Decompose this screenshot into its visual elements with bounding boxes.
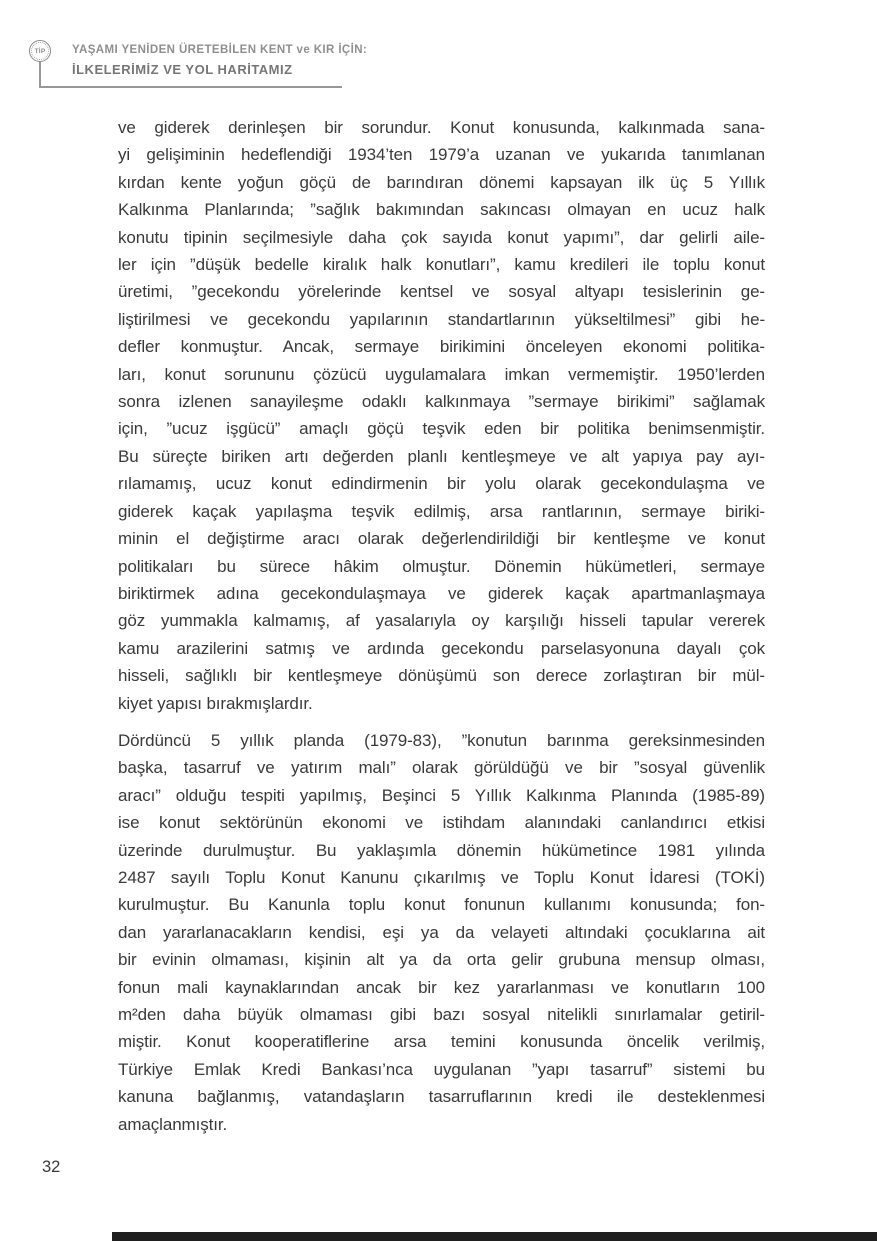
text-line: yi gelişiminin hedeflendiği 1934’ten 1979’a uzanan ve yukarıda tanımlanan: [118, 145, 765, 165]
logo-text: TİP: [34, 47, 46, 55]
text-line: politikaları bu sürece hâkim olmuştur. Dönemin hükümetleri, sermaye: [118, 556, 765, 576]
text-line: üzerinde durulmuştur. Bu yaklaşımla dönemin hükümetince 1981 yılında: [118, 840, 765, 860]
tip-party-logo: [29, 40, 51, 62]
text-line: başka, tasarruf ve yatırım malı” olarak görüldüğü ve bir ”sosyal güvenlik: [118, 758, 765, 778]
text-line: Türkiye Emlak Kredi Bankası’nca uygulanan ”yapı tasarruf” sistemi bu: [118, 1059, 765, 1079]
text-line: üretimi, ”gecekondu yörelerinde kentsel ve sosyal altyapı tesislerinin ge-: [118, 282, 765, 302]
text-line: ve giderek derinleşen bir sorundur. Konut konusunda, kalkınmada sana-: [118, 118, 765, 137]
text-line: rılamamış, ucuz konut edindirmenin bir yolu olarak gecekondulaşma ve: [118, 474, 765, 494]
text-line: Dördüncü 5 yıllık planda (1979-83), ”konutun barınma gereksinmesinden: [118, 730, 765, 750]
text-line: 2487 sayılı Toplu Konut Kanunu çıkarılmış ve Toplu Konut İdaresi (TOKİ): [118, 867, 765, 887]
text-line: kırdan kente yoğun göçü de barındıran dönemi kapsayan ilk üç 5 Yıllık: [118, 172, 765, 192]
text-line: minin el değiştirme aracı olarak değerlendirildiği bir kentleşme ve konut: [118, 529, 765, 549]
page-header: [72, 45, 367, 76]
text-line: biriktirmek adına gecekondulaşmaya ve giderek kaçak apartmanlaşmaya: [118, 583, 765, 603]
text-line: amaçlanmıştır.: [118, 1114, 228, 1134]
header-title-line1: YAŞAMI YENİDEN ÜRETEBİLEN KENT ve KIR İÇİN:: [72, 44, 368, 56]
text-line: defler konmuştur. Ancak, sermaye birikimini önceleyen ekonomi politika-: [118, 337, 765, 357]
header-title-line2: İLKELERİMİZ VE YOL HARİTAMIZ: [72, 61, 293, 77]
footer-bar: [112, 1232, 877, 1241]
text-line: liştirilmesi ve gecekondu yapılarının standartlarının yükseltilmesi” gibi he-: [118, 309, 765, 329]
text-line: ları, konut sorununu çözücü uygulamalara imkan vermemiştir. 1950’lerden: [118, 364, 765, 384]
text-line: Bu süreçte biriken artı değerden planlı kentleşmeye ve alt yapıya pay ayı-: [118, 446, 765, 466]
text-line: miştir. Konut kooperatiflerine arsa temini konusunda öncelik verilmiş,: [118, 1032, 765, 1052]
text-line: kanuna bağlanmış, vatandaşların tasarruflarının kredi ile desteklenmesi: [118, 1087, 765, 1107]
text-line: bir evinin olmaması, kişinin alt ya da orta gelir grubuna mensup olması,: [118, 950, 765, 970]
text-line: konutu tipinin seçilmesiyle daha çok sayıda konut yapımı”, dar gelirli aile-: [118, 227, 765, 247]
body-text: [118, 114, 765, 1138]
text-line: fonun mali kaynaklarından ancak bir kez yararlanması ve konutların 100: [118, 977, 765, 997]
text-line: hisseli, sağlıklı bir kentleşmeye dönüşümü son derece zorlaştıran bir mül-: [118, 666, 765, 686]
text-line: aracı” olduğu tespiti yapılmış, Beşinci 5 Yıllık Kalkınma Planında (1985-89): [118, 785, 765, 805]
text-line: için, ”ucuz işgücü” amaçlı göçü teşvik eden bir politika benimsenmiştir.: [118, 419, 765, 439]
page-number: 32: [42, 1158, 61, 1176]
header-underline: [39, 86, 342, 88]
text-line: Kalkınma Planlarında; ”sağlık bakımından sakıncası olmayan en ucuz halk: [118, 200, 765, 220]
text-line: m²den daha büyük olmaması gibi bazı sosyal nitelikli sınırlamalar getiril-: [118, 1005, 765, 1024]
paragraph: [118, 114, 765, 717]
text-line: göz yummakla kalmamış, af yasalarıyla oy karşılığı hisseli tapular vererek: [118, 611, 765, 631]
text-line: kamu arazilerini satmış ve ardında gecekondu parselasyonuna dayalı çok: [118, 638, 765, 658]
text-line: ler için ”düşük bedelle kiralık halk konutları”, kamu kredileri ile toplu konut: [118, 255, 765, 275]
text-line: kiyet yapısı bırakmışlardır.: [118, 693, 313, 713]
text-line: sonra izlenen sanayileşme odaklı kalkınmaya ”sermaye birikimi” sağlamak: [118, 392, 765, 412]
logo-connector-line: [39, 62, 41, 87]
paragraph: [118, 727, 765, 1138]
text-line: ise konut sektörünün ekonomi ve istihdam alanındaki canlandırıcı etkisi: [118, 813, 765, 833]
text-line: dan yararlanacakların kendisi, eşi ya da velayeti altındaki çocuklarına ait: [118, 922, 765, 942]
text-line: kurulmuştur. Bu Kanunla toplu konut fonunun kullanımı konusunda; fon-: [118, 895, 765, 915]
text-line: giderek kaçak yapılaşma teşvik edilmiş, arsa rantlarının, sermaye biriki-: [118, 501, 765, 521]
